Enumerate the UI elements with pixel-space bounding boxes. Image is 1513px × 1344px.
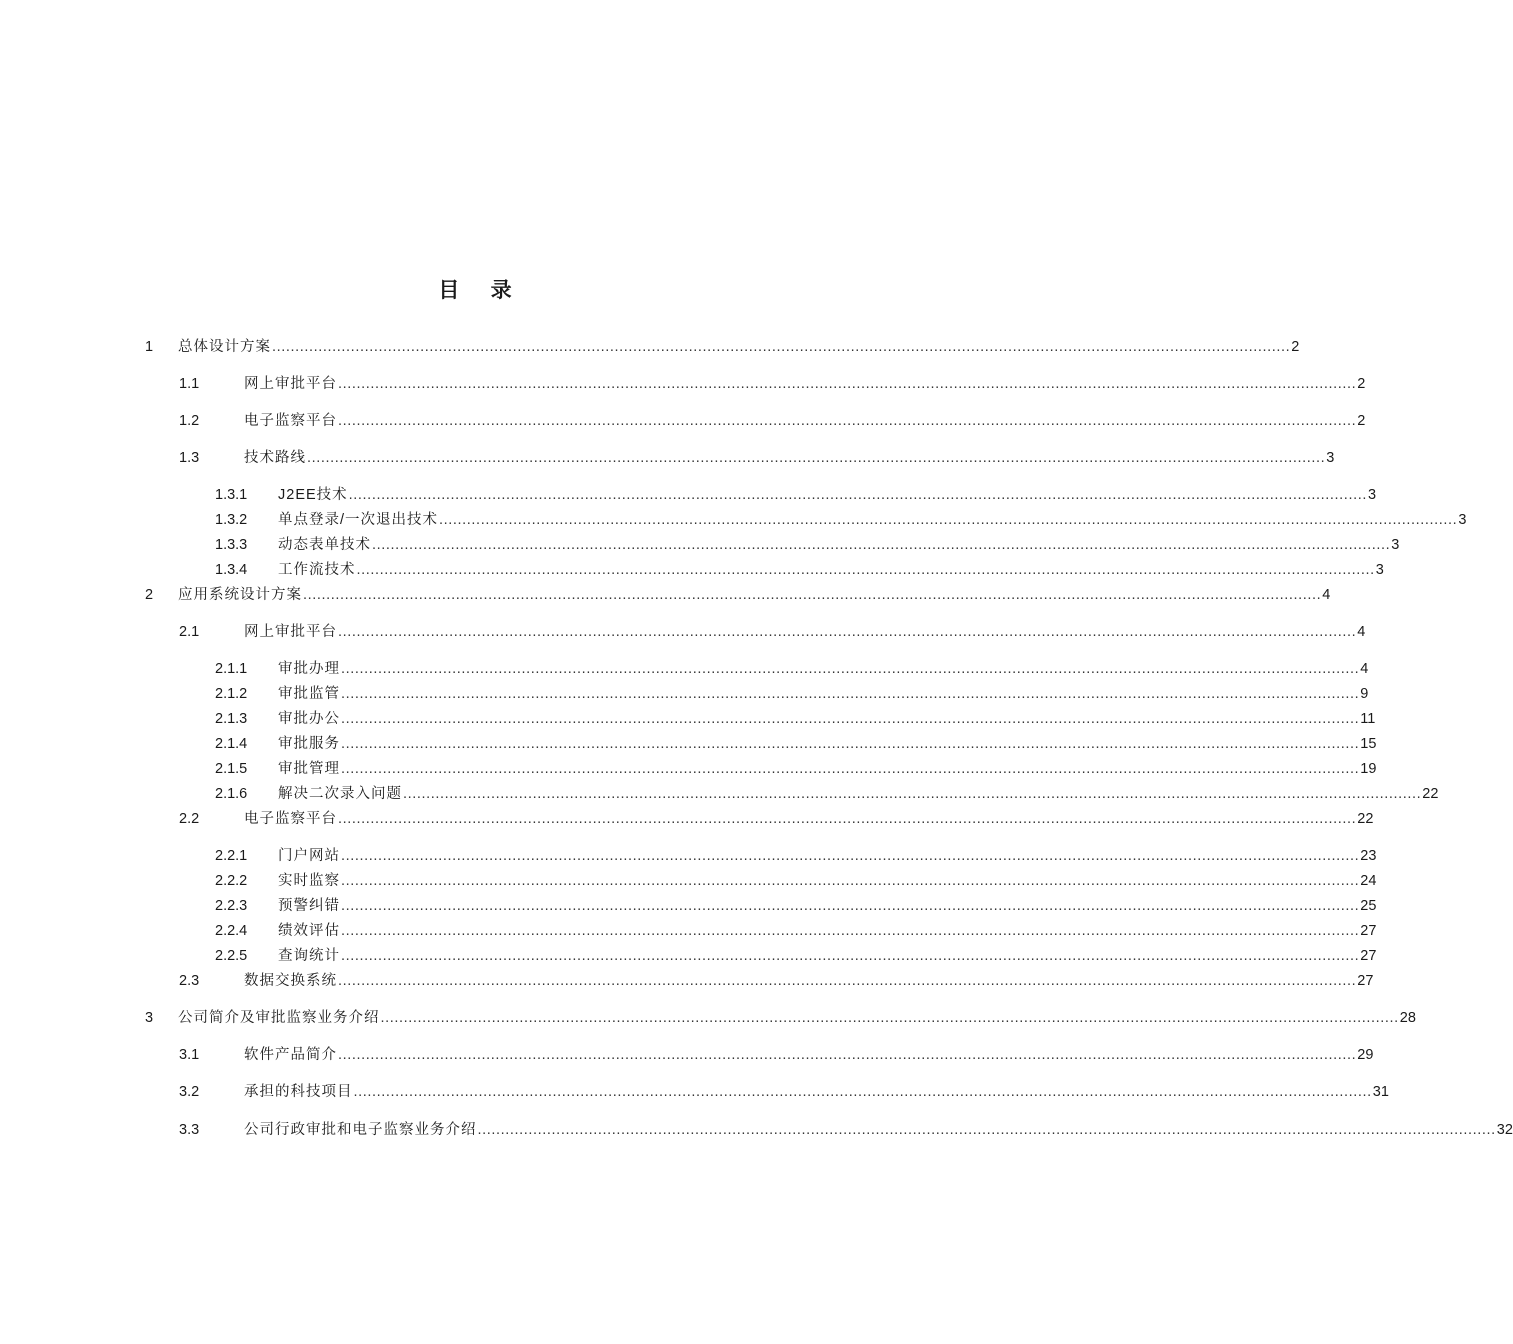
dot-leader: ............................................................................................................................................................................................................................: [353, 1084, 1372, 1100]
toc-entry-text: 电子监察平台: [244, 811, 337, 827]
dot-leader: ............................................................................................................................................................................................................................: [403, 786, 1422, 802]
toc-entry-page: 11: [1360, 711, 1376, 727]
toc-entry-2-1-4[interactable]: [0, 733, 1377, 755]
toc-entry-number: 2.1.5: [215, 761, 248, 777]
dot-leader: ............................................................................................................................................................................................................................: [341, 686, 1360, 702]
toc-entry-1-3[interactable]: [0, 447, 1335, 469]
dot-leader: ............................................................................................................................................................................................................................: [338, 811, 1357, 827]
toc-entry-page: 15: [1360, 736, 1377, 752]
toc-entry-text: 审批办理: [278, 661, 340, 677]
toc-entry-number: 2.1.6: [215, 786, 248, 802]
toc-entry-text: 审批服务: [278, 736, 340, 752]
toc-entry-text: 电子监察平台: [244, 413, 337, 429]
dot-leader: ............................................................................................................................................................................................................................: [307, 450, 1326, 466]
toc-entry-number: 1.2: [179, 413, 200, 429]
toc-entry-text: 承担的科技项目: [244, 1084, 353, 1100]
toc-entry-text: 数据交换系统: [244, 973, 337, 989]
toc-entry-text: 公司行政审批和电子监察业务介绍: [244, 1122, 477, 1138]
toc-entry-text: 公司简介及审批监察业务介绍: [178, 1010, 380, 1026]
toc-entry-3-2[interactable]: [0, 1081, 1389, 1103]
dot-leader: ............................................................................................................................................................................................................................: [338, 624, 1357, 640]
dot-leader: ............................................................................................................................................................................................................................: [341, 848, 1360, 864]
toc-entry-page: 27: [1360, 948, 1377, 964]
toc-entry-1-2[interactable]: [0, 410, 1366, 432]
toc-entry-2-1[interactable]: [0, 621, 1366, 643]
toc-entry-number: 2: [145, 587, 154, 603]
toc-entry-number: 2.1.3: [215, 711, 248, 727]
toc-entry-2-2-1[interactable]: [0, 845, 1377, 867]
toc-entry-text: 审批办公: [278, 711, 340, 727]
dot-leader: ............................................................................................................................................................................................................................: [380, 1010, 1399, 1026]
toc-entry-page: 22: [1357, 811, 1374, 827]
toc-entry-3-3[interactable]: [0, 1119, 1513, 1141]
toc-entry-2-2-5[interactable]: [0, 945, 1377, 967]
toc-title: 目 录: [438, 278, 524, 302]
toc-entry-number: 2.2.2: [215, 873, 248, 889]
toc-entry-number: 1.3: [179, 450, 200, 466]
toc-entry-2-3[interactable]: [0, 970, 1374, 992]
toc-entry-number: 1.1: [179, 376, 200, 392]
dot-leader: ............................................................................................................................................................................................................................: [338, 376, 1357, 392]
toc-entry-3[interactable]: [0, 1007, 1416, 1029]
toc-entry-number: 2.2.4: [215, 923, 248, 939]
dot-leader: ............................................................................................................................................................................................................................: [477, 1122, 1496, 1138]
toc-entry-1-3-3[interactable]: [0, 534, 1400, 556]
toc-entry-number: 1.3.3: [215, 537, 248, 553]
toc-entry-page: 22: [1422, 786, 1439, 802]
toc-entry-page: 28: [1399, 1010, 1416, 1026]
toc-entry-number: 3.3: [179, 1122, 200, 1138]
toc-entry-number: 2.2.1: [215, 848, 248, 864]
dot-leader: ............................................................................................................................................................................................................................: [341, 711, 1360, 727]
toc-entry-text: 查询统计: [278, 948, 340, 964]
toc-entry-number: 1: [145, 339, 154, 355]
toc-entry-page: 3: [1375, 562, 1384, 578]
dot-leader: ............................................................................................................................................................................................................................: [341, 898, 1360, 914]
toc-entry-2-1-3[interactable]: [0, 708, 1376, 730]
dot-leader: ............................................................................................................................................................................................................................: [338, 1047, 1357, 1063]
toc-entry-page: 19: [1360, 761, 1377, 777]
toc-entry-2-1-1[interactable]: [0, 658, 1369, 680]
toc-entry-number: 2.3: [179, 973, 200, 989]
toc-entry-number: 1.3.1: [215, 487, 248, 503]
toc-entry-number: 2.1: [179, 624, 200, 640]
toc-entry-text: 预警纠错: [278, 898, 340, 914]
toc-entry-text: 实时监察: [278, 873, 340, 889]
toc-entry-page: 3: [1326, 450, 1335, 466]
toc-entry-2-2-3[interactable]: [0, 895, 1377, 917]
toc-entry-2-2-2[interactable]: [0, 870, 1377, 892]
toc-entry-2-2[interactable]: [0, 808, 1374, 830]
toc-entry-number: 3: [145, 1010, 154, 1026]
toc-entry-2-1-5[interactable]: [0, 758, 1377, 780]
toc-entry-page: 31: [1372, 1084, 1389, 1100]
toc-entry-page: 32: [1496, 1122, 1513, 1138]
toc-entry-1-3-1[interactable]: [0, 484, 1377, 506]
toc-entry-text: 单点登录/一次退出技术: [278, 512, 439, 528]
toc-entry-number: 3.2: [179, 1084, 200, 1100]
toc-entry-text: 总体设计方案: [178, 339, 271, 355]
toc-entry-page: 27: [1360, 923, 1377, 939]
toc-entry-page: 2: [1357, 413, 1366, 429]
dot-leader: ............................................................................................................................................................................................................................: [341, 661, 1360, 677]
toc-entry-3-1[interactable]: [0, 1044, 1374, 1066]
toc-entry-page: 3: [1391, 537, 1400, 553]
dot-leader: ............................................................................................................................................................................................................................: [341, 736, 1360, 752]
dot-leader: ............................................................................................................................................................................................................................: [303, 587, 1322, 603]
dot-leader: ............................................................................................................................................................................................................................: [341, 761, 1360, 777]
toc-entry-number: 2.2: [179, 811, 200, 827]
toc-entry-number: 2.2.3: [215, 898, 248, 914]
toc-entry-text: 动态表单技术: [278, 537, 371, 553]
toc-entry-page: 4: [1360, 661, 1369, 677]
toc-entry-text: 审批管理: [278, 761, 340, 777]
toc-entry-1-3-4[interactable]: [0, 559, 1384, 581]
toc-entry-page: 24: [1360, 873, 1377, 889]
dot-leader: ............................................................................................................................................................................................................................: [341, 948, 1360, 964]
toc-entry-number: 1.3.4: [215, 562, 248, 578]
toc-entry-page: 2: [1357, 376, 1366, 392]
dot-leader: ............................................................................................................................................................................................................................: [356, 562, 1375, 578]
toc-entry-page: 2: [1291, 339, 1300, 355]
toc-entry-2-2-4[interactable]: [0, 920, 1377, 942]
toc-entry-2-1-2[interactable]: [0, 683, 1369, 705]
toc-entry-page: 27: [1357, 973, 1374, 989]
toc-entry-page: 3: [1458, 512, 1467, 528]
toc-entry-number: 3.1: [179, 1047, 200, 1063]
toc-entry-text: 软件产品简介: [244, 1047, 337, 1063]
toc-entry-2-1-6[interactable]: [0, 783, 1439, 805]
toc-entry-1[interactable]: [0, 336, 1300, 358]
toc-entry-text: 工作流技术: [278, 562, 356, 578]
toc-entry-text: 应用系统设计方案: [178, 587, 302, 603]
toc-entry-text: 解决二次录入问题: [278, 786, 402, 802]
toc-entry-page: 29: [1357, 1047, 1374, 1063]
toc-entry-page: 9: [1360, 686, 1369, 702]
toc-entry-page: 25: [1360, 898, 1377, 914]
toc-entry-number: 1.3.2: [215, 512, 248, 528]
toc-entry-number: 2.1.4: [215, 736, 248, 752]
toc-entry-text: 绩效评估: [278, 923, 340, 939]
dot-leader: ............................................................................................................................................................................................................................: [439, 512, 1458, 528]
dot-leader: ............................................................................................................................................................................................................................: [338, 413, 1357, 429]
toc-entry-text: J2EE技术: [278, 487, 348, 503]
toc-entry-page: 4: [1322, 587, 1331, 603]
toc-entry-text: 技术路线: [244, 450, 306, 466]
toc-entry-text: 门户网站: [278, 848, 340, 864]
toc-entry-text: 网上审批平台: [244, 624, 337, 640]
dot-leader: ............................................................................................................................................................................................................................: [341, 873, 1360, 889]
dot-leader: ............................................................................................................................................................................................................................: [348, 487, 1367, 503]
toc-entry-page: 23: [1360, 848, 1377, 864]
toc-entry-text: 审批监管: [278, 686, 340, 702]
dot-leader: ............................................................................................................................................................................................................................: [272, 339, 1291, 355]
toc-entry-number: 2.1.2: [215, 686, 248, 702]
toc-entry-number: 2.1.1: [215, 661, 248, 677]
toc-entry-1-1[interactable]: [0, 373, 1366, 395]
dot-leader: ............................................................................................................................................................................................................................: [338, 973, 1357, 989]
toc-entry-page: 3: [1367, 487, 1377, 503]
toc-entry-2[interactable]: [0, 584, 1331, 606]
dot-leader: ............................................................................................................................................................................................................................: [372, 537, 1391, 553]
toc-entry-text: 网上审批平台: [244, 376, 337, 392]
toc-entry-page: 4: [1357, 624, 1366, 640]
toc-entry-1-3-2[interactable]: [0, 509, 1467, 531]
dot-leader: ............................................................................................................................................................................................................................: [341, 923, 1360, 939]
toc-entry-number: 2.2.5: [215, 948, 248, 964]
